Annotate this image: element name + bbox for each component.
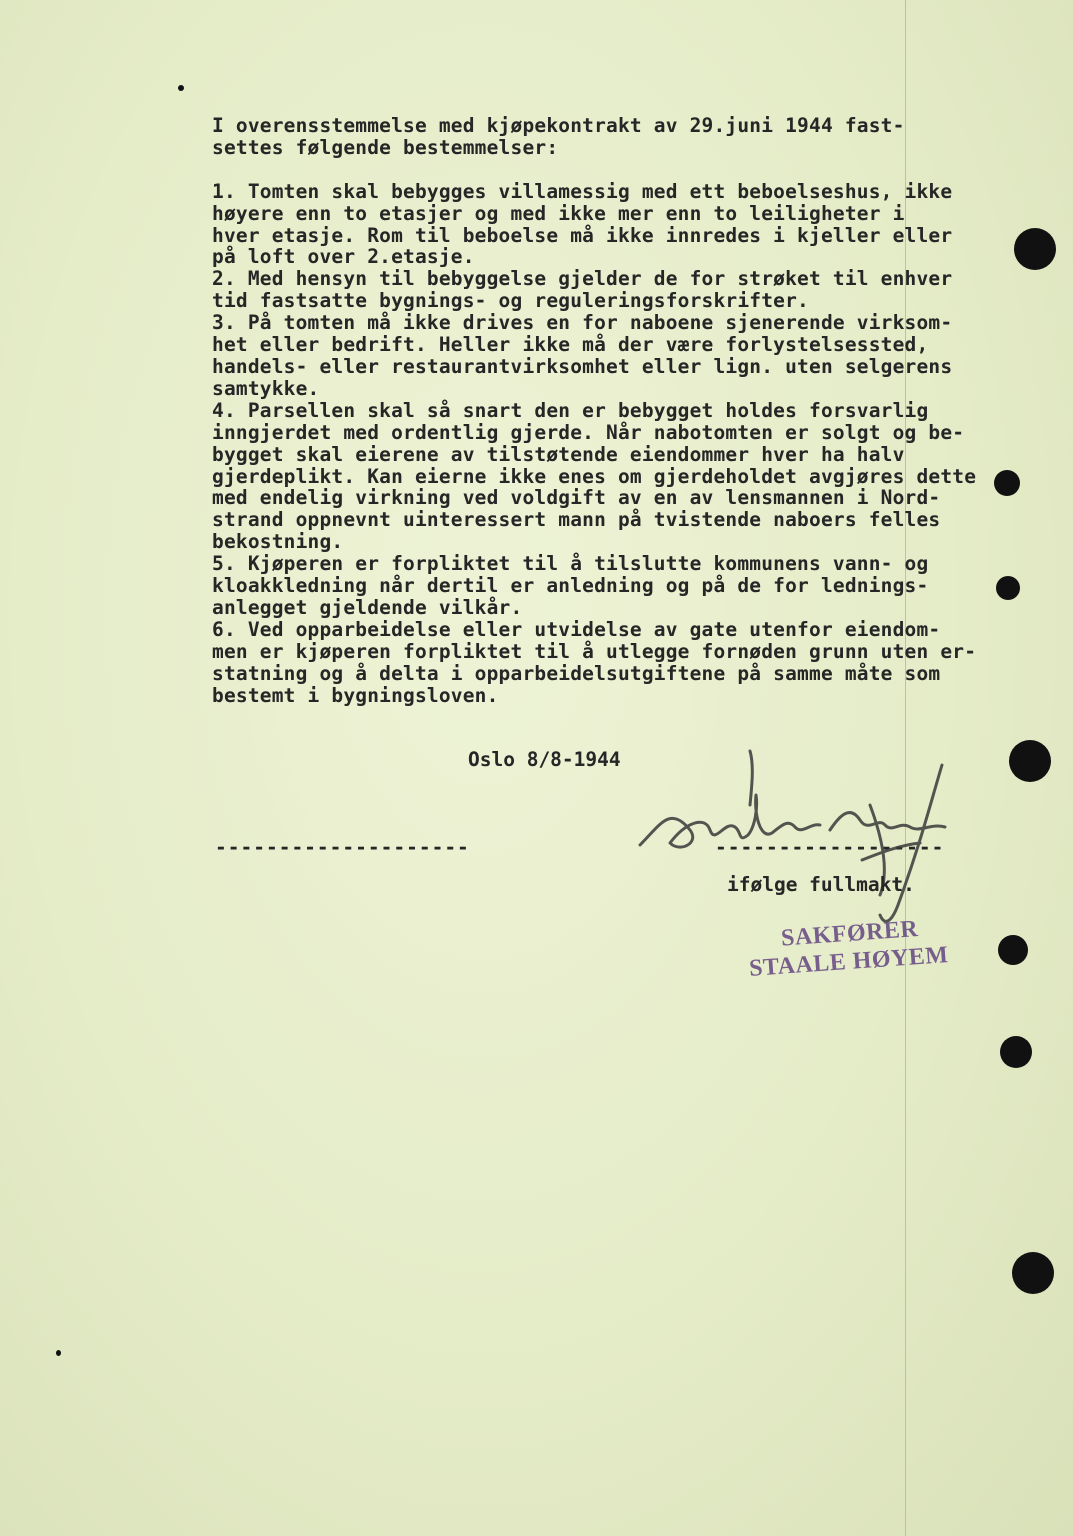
text-line: bestemt i bygningsloven. [212, 683, 499, 707]
text-line: anlegget gjeldende vilkår. [212, 595, 523, 619]
text-line: men er kjøperen forpliktet til å utlegge fornøden grunn uten er- [212, 639, 977, 663]
handwritten-signature [630, 735, 970, 935]
place-date: Oslo 8/8-1944 [468, 748, 621, 771]
text-line: med endelig virkning ved voldgift av en av lensmannen i Nord- [212, 486, 941, 510]
text-line: samtykke. [212, 376, 320, 400]
text-line: bekostning. [212, 530, 344, 554]
text-line: 4. Parsellen skal så snart den er bebygget holdes forsvarlig [212, 398, 929, 422]
text-line: gjerdeplikt. Kan eierne ikke enes om gjerdeholdet avgjøres dette [212, 464, 977, 488]
text-line: 5. Kjøperen er forpliktet til å tilslutte kommunens vann- og [212, 552, 929, 576]
text-line: statning og å delta i opparbeidelsutgiftene på samme måte som [212, 661, 941, 685]
signature-line-left: -------------------- [215, 836, 470, 859]
text-line: handels- eller restaurantvirksomhet eller lign. uten selgerens [212, 354, 953, 378]
text-line: 3. På tomten må ikke drives en for naboene sjenerende virksom- [212, 311, 953, 335]
text-line: 1. Tomten skal bebygges villamessig med ett beboelseshus, ikke [212, 179, 953, 203]
text-line: hver etasje. Rom til beboelse må ikke innredes i kjeller eller [212, 223, 953, 247]
text-line: settes følgende bestemmelser: [212, 135, 559, 159]
text-line: tid fastsatte bygnings- og reguleringsforskrifter. [212, 289, 809, 313]
text-line: på loft over 2.etasje. [212, 245, 475, 269]
text-line: strand oppnevnt uinteressert mann på tvistende naboers felles [212, 508, 941, 532]
text-line: høyere enn to etasjer og med ikke mer enn to leiligheter i [212, 201, 905, 225]
text-line: kloakkledning når dertil er anledning og på de for lednings- [212, 574, 929, 598]
punch-hole [998, 935, 1028, 965]
punch-hole [1012, 1252, 1054, 1294]
text-line: inngjerdet med ordentlig gjerde. Når nabotomten er solgt og be- [212, 420, 965, 444]
stamp-line: SAKFØRER [780, 916, 920, 952]
proxy-note: ifølge fullmakt. [727, 873, 915, 896]
text-line: 6. Ved opparbeidelse eller utvidelse av gate utenfor eiendom- [212, 617, 941, 641]
stamp-line: STAALE HØYEM [748, 942, 950, 982]
text-line: bygget skal eierene av tilstøtende eiendommer hver ha halv [212, 442, 905, 466]
signature-line-right: ------------------ [715, 836, 945, 859]
contract-body-text [212, 115, 1052, 706]
text-line: I overensstemmelse med kjøpekontrakt av 29.juni 1944 fast- [212, 114, 905, 137]
ink-dot [56, 1350, 61, 1356]
punch-hole [1009, 740, 1051, 782]
ink-dot [178, 85, 184, 91]
text-line: het eller bedrift. Heller ikke må der være forlystelsessted, [212, 333, 929, 357]
text-line: 2. Med hensyn til bebyggelse gjelder de for strøket til enhver [212, 267, 953, 291]
punch-hole [1000, 1036, 1032, 1068]
